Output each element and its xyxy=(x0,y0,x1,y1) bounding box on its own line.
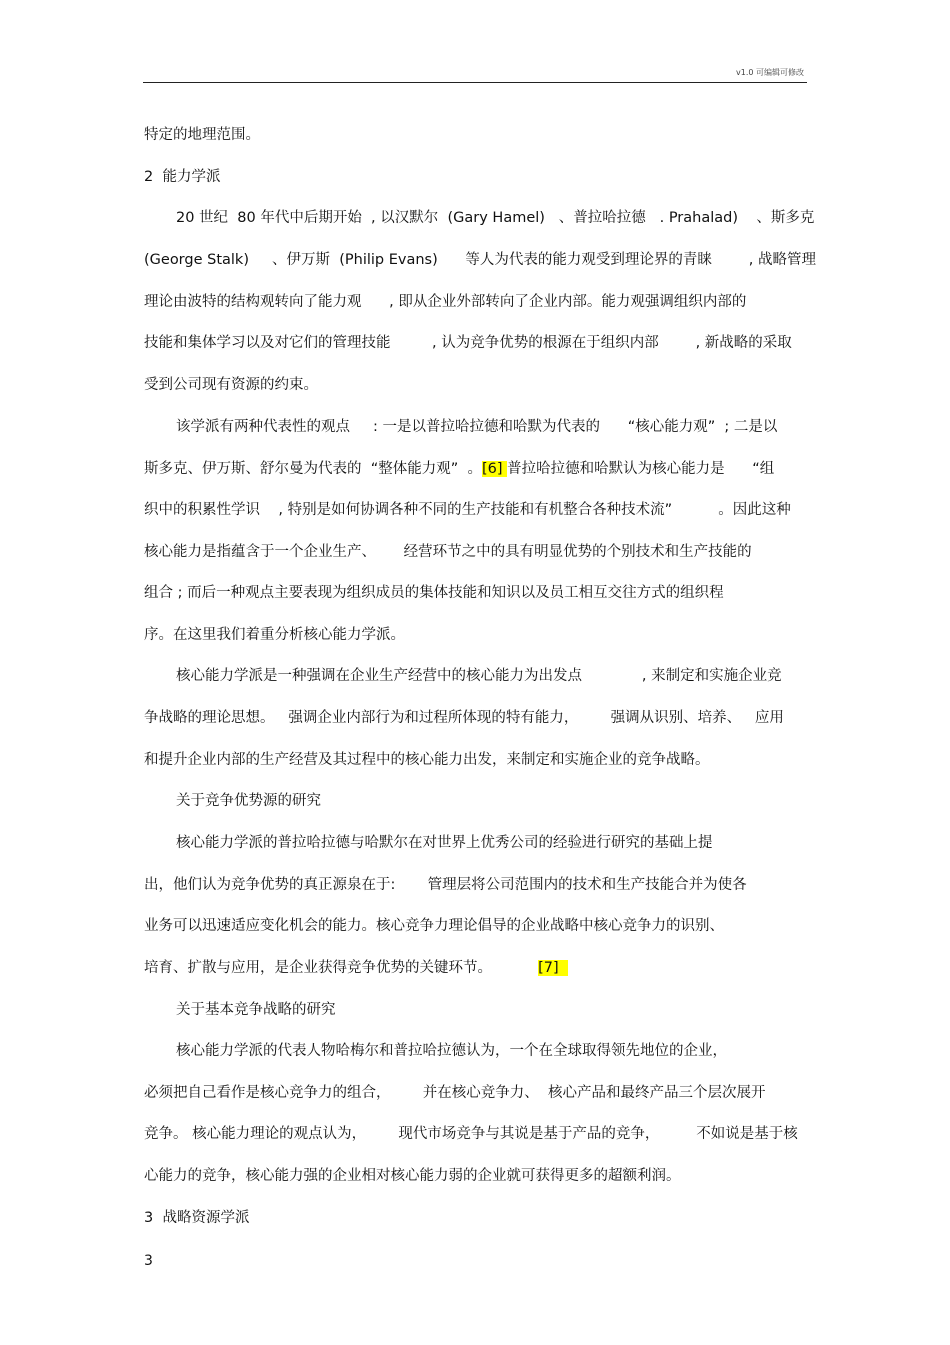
text-line xyxy=(144,876,747,894)
page-number: 3 xyxy=(144,1253,153,1269)
text-segment: 理论由波特的结构观转向了能力观 , 即从企业外部转向了企业内部。能力观强调组织内部的 xyxy=(144,294,747,310)
text-line xyxy=(144,709,784,727)
text-segment: 关于竞争优势源的研究 xyxy=(176,793,321,809)
text-segment: 普拉哈拉德和哈默认为核心能力是 “组 xyxy=(507,461,775,477)
text-line xyxy=(144,1125,798,1143)
text-segment: 培育、扩散与应用，是企业获得竞争优势的关键环节。 xyxy=(144,960,539,976)
text-segment: 受到公司现有资源的约束。 xyxy=(144,377,318,393)
text-segment: 业务可以迅速适应变化机会的能力。核心竞争力理论倡导的企业战略中核心竞争力的识别、 xyxy=(144,918,724,934)
text-segment: 核心能力是指蕴含于一个企业生产、 经营环节之中的具有明显优势的个别技术和生产技能的 xyxy=(144,544,752,560)
text-segment: 和提升企业内部的生产经营及其过程中的核心能力出发，来制定和实施企业的竞争战略。 xyxy=(144,752,710,768)
text-line xyxy=(176,834,713,852)
text-segment: 该学派有两种代表性的观点 : 一是以普拉哈拉德和哈默为代表的 “核心能力观” ; 二是以 xyxy=(176,419,778,435)
text-line xyxy=(144,959,568,977)
text-line xyxy=(144,1084,765,1102)
text-segment: 2 能力学派 xyxy=(144,169,221,185)
text-segment: 心能力的竞争，核心能力强的企业相对核心能力弱的企业就可获得更多的超额利润。 xyxy=(144,1168,681,1184)
header-version-note: v1.0 可编辑可修改 xyxy=(736,68,804,77)
text-line xyxy=(144,751,710,769)
text-line xyxy=(176,667,782,685)
citation-highlight: [7] xyxy=(538,960,568,976)
text-line xyxy=(176,1042,727,1060)
text-line xyxy=(176,209,814,227)
header-rule xyxy=(143,82,807,83)
text-line xyxy=(144,1167,681,1185)
text-line xyxy=(144,584,724,602)
text-segment: 斯多克、伊万斯、舒尔曼为代表的 “整体能力观” 。 xyxy=(144,461,482,477)
text-segment: 3 战略资源学派 xyxy=(144,1210,250,1226)
text-segment: (George Stalk) 、伊万斯 (Philip Evans) 等人为代表的能力观受到理论界的青睐 , 战略管理 xyxy=(144,252,817,268)
text-line xyxy=(144,293,746,311)
text-segment: 核心能力学派的代表人物哈梅尔和普拉哈拉德认为，一个在全球取得领先地位的企业， xyxy=(176,1043,727,1059)
text-segment: 特定的地理范围。 xyxy=(144,127,260,143)
text-segment: 核心能力学派的普拉哈拉德与哈默尔在对世界上优秀公司的经验进行研究的基础上提 xyxy=(176,835,713,851)
text-segment: 出，他们认为竞争优势的真正源泉在于: 管理层将公司范围内的技术和生产技能合并为使各 xyxy=(144,877,747,893)
text-line xyxy=(144,334,792,352)
text-segment: 争战略的理论思想。 强调企业内部行为和过程所体现的特有能力， 强调从识别、培养、 应用 xyxy=(144,710,784,726)
text-segment: 织中的积累性学识 , 特别是如何协调各种不同的生产技能和有机整合各种技术流” 。因此这种 xyxy=(144,502,791,518)
text-line xyxy=(144,917,724,935)
text-line xyxy=(144,460,774,478)
text-segment: 序。在这里我们着重分析核心能力学派。 xyxy=(144,627,405,643)
text-segment: 技能和集体学习以及对它们的管理技能 , 认为竞争优势的根源在于组织内部 , 新战略的采取 xyxy=(144,335,792,351)
citation-highlight: [6] xyxy=(481,461,508,477)
text-line xyxy=(144,376,318,394)
text-line xyxy=(176,792,321,810)
text-segment: 竞争。 核心能力理论的观点认为， 现代市场竞争与其说是基于产品的竞争， 不如说是基于核 xyxy=(144,1126,798,1142)
text-line xyxy=(144,251,816,269)
text-line xyxy=(144,1209,249,1227)
text-segment: 核心能力学派是一种强调在企业生产经营中的核心能力为出发点 , 来制定和实施企业竞 xyxy=(176,668,782,684)
text-segment: 20 世纪 80 年代中后期开始 , 以汉默尔 (Gary Hamel) 、普拉哈拉德 . Prahalad) 、斯多克 xyxy=(176,210,815,226)
text-line xyxy=(176,1001,336,1019)
text-line xyxy=(144,626,405,644)
text-line xyxy=(144,168,220,186)
text-line xyxy=(176,418,777,436)
text-segment: 关于基本竞争战略的研究 xyxy=(176,1002,336,1018)
text-line xyxy=(144,543,752,561)
text-segment: 必须把自己看作是核心竞争力的组合， 并在核心竞争力、 核心产品和最终产品三个层次展开 xyxy=(144,1085,766,1101)
text-line xyxy=(144,501,791,519)
text-segment: 组合 ; 而后一种观点主要表现为组织成员的集体技能和知识以及员工相互交往方式的组织程 xyxy=(144,585,724,601)
text-line xyxy=(144,126,260,144)
